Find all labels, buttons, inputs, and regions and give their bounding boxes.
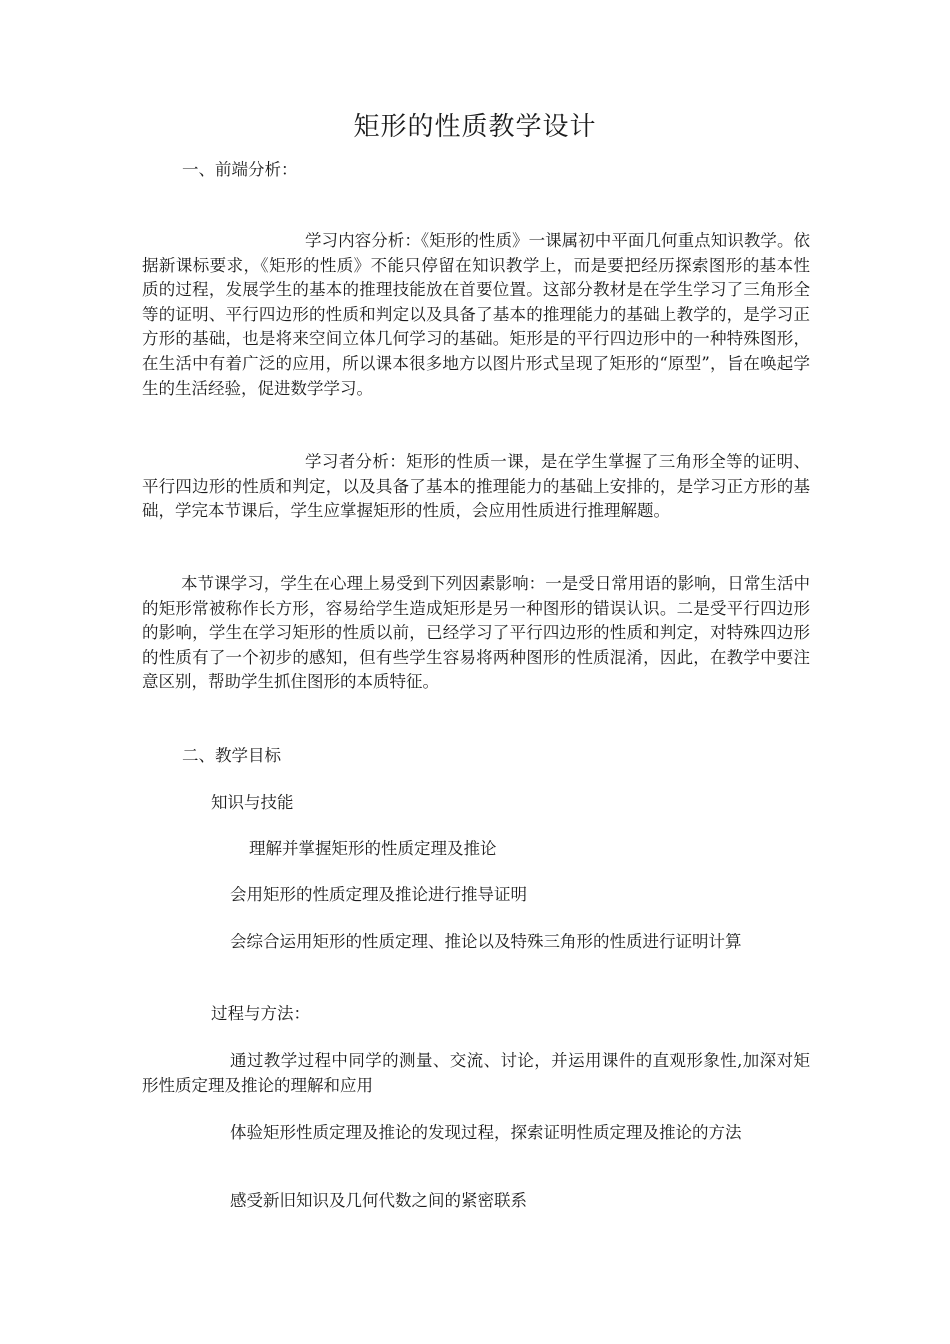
goal-item-understand-theorems: 理解并掌握矩形的性质定理及推论 [249,839,497,858]
document-title: 矩形的性质教学设计 [353,112,597,142]
section-heading-frontend-analysis: 一、前端分析： [182,160,298,179]
goal-item-discovery-process: 体验矩形性质定理及推论的发现过程，探索证明性质定理及推论的方法 [230,1123,742,1142]
paragraph-influencing-factors: 本节课学习，学生在心理上易受到下列因素影响：一是受日常用语的影响，日常生活中的矩形常被称作长方形，容易给学生造成矩形是另一种图形的错误认识。二是受平行四边形的影响，学生在学习矩形的性质以前，已经学习了平行四边形的性质和判定，对特殊四边形的性质有了一个初步的感知，但有些学生容易将两种图形的性质混淆，因此，在教学中要注意区别，帮助学生抓住图形的本质特征。 [142,574,810,692]
goal-item-knowledge-connection: 感受新旧知识及几何代数之间的紧密联系 [230,1191,527,1210]
section-heading-teaching-goals: 二、教学目标 [182,746,281,765]
paragraph-content-analysis: 学习内容分析：《矩形的性质》一课属初中平面几何重点知识教学。依据新课标要求，《矩形的性质》不能只停留在知识教学上，而是要把经历探索图形的基本性质的过程，发展学生的基本的推理技能放在首要位置。这部分教材是在学生学习了三角形全等的证明、平行四边形的性质和判定以及具备了基本的推理能力的基础上教学的，是学习正方形的基础，也是将来空间立体几何学习的基础。矩形是的平行四边形中的一种特殊图形，在生活中有着广泛的应用，所以课本很多地方以图片形式呈现了矩形的“原型”，旨在唤起学生的生活经验，促进数学学习。 [142,231,810,398]
goal-item-measure-discuss: 通过教学过程中同学的测量、交流、讨论，并运用课件的直观形象性,加深对矩形性质定理及推论的理解和应用 [142,1051,810,1095]
subheading-knowledge-skills: 知识与技能 [211,793,294,812]
paragraph-learner-analysis: 学习者分析：矩形的性质一课，是在学生掌握了三角形全等的证明、平行四边形的性质和判定，以及具备了基本的推理能力的基础上安排的，是学习正方形的基础，学完本节课后，学生应掌握矩形的性质，会应用性质进行推理解题。 [142,452,810,521]
goal-item-comprehensive-application: 会综合运用矩形的性质定理、推论以及特殊三角形的性质进行证明计算 [230,932,742,951]
goal-item-derive-proofs: 会用矩形的性质定理及推论进行推导证明 [230,885,527,904]
subheading-process-methods: 过程与方法： [211,1004,310,1023]
